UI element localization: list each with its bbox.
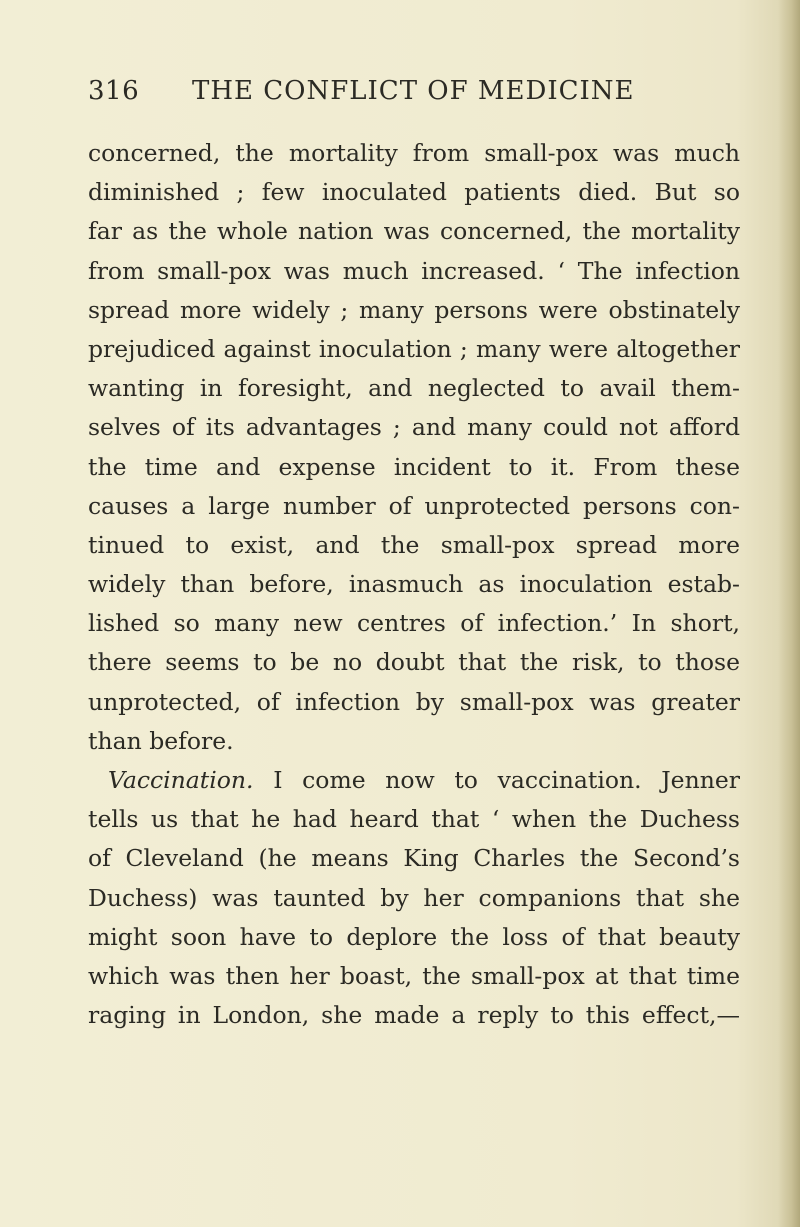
paragraph-start-line	[88, 761, 740, 800]
text-line: concerned, the mortality from small-pox was much	[88, 139, 740, 167]
running-header	[88, 76, 748, 112]
text-line: of Cleveland (he means King Charles the Second’s	[88, 844, 740, 873]
text-line: which was then her boast, the small-pox at that time	[88, 961, 740, 990]
text-line: the time and expense incident to it. From these	[88, 452, 740, 481]
text-line: there seems to be no doubt that the risk, to those	[88, 648, 740, 677]
page-edge-shadow	[778, 0, 800, 1227]
text-line: far as the whole nation was concerned, the mortality	[88, 217, 740, 246]
page-number: 316	[88, 76, 140, 106]
text-line: widely than before, inasmuch as inoculation estab-	[88, 570, 740, 599]
text-line: prejudiced against inoculation ; many were altogether	[88, 334, 740, 363]
text-line: than before.	[88, 726, 234, 755]
text-line: unprotected, of infection by small-pox was greater	[88, 687, 740, 716]
text-line: tells us that he had heard that ‘ when the Duchess	[88, 805, 740, 834]
text-line: tinued to exist, and the small-pox spread more	[88, 530, 740, 559]
text-line-rest: I come now to vaccination. Jenner	[253, 766, 740, 794]
text-line: lished so many new centres of infection.’ In short,	[88, 609, 740, 638]
section-heading-vaccination: Vaccination.	[108, 766, 254, 794]
text-line: causes a large number of unprotected persons con-	[88, 491, 740, 520]
text-line: Duchess) was taunted by her companions that she	[88, 883, 740, 912]
running-title: THE CONFLICT OF MEDICINE	[192, 76, 635, 106]
text-line: might soon have to deplore the loss of that beauty	[88, 922, 740, 951]
text-line: wanting in foresight, and neglected to avail them-	[88, 374, 740, 403]
text-line: raging in London, she made a reply to this effect,—	[88, 1001, 740, 1030]
body-text	[88, 134, 740, 1035]
text-line: from small-pox was much increased. ‘ The infection	[88, 256, 740, 285]
text-line: spread more widely ; many persons were obstinately	[88, 295, 740, 324]
text-line: diminished ; few inoculated patients died. But so	[88, 178, 740, 207]
text-line: selves of its advantages ; and many could not afford	[88, 413, 740, 442]
